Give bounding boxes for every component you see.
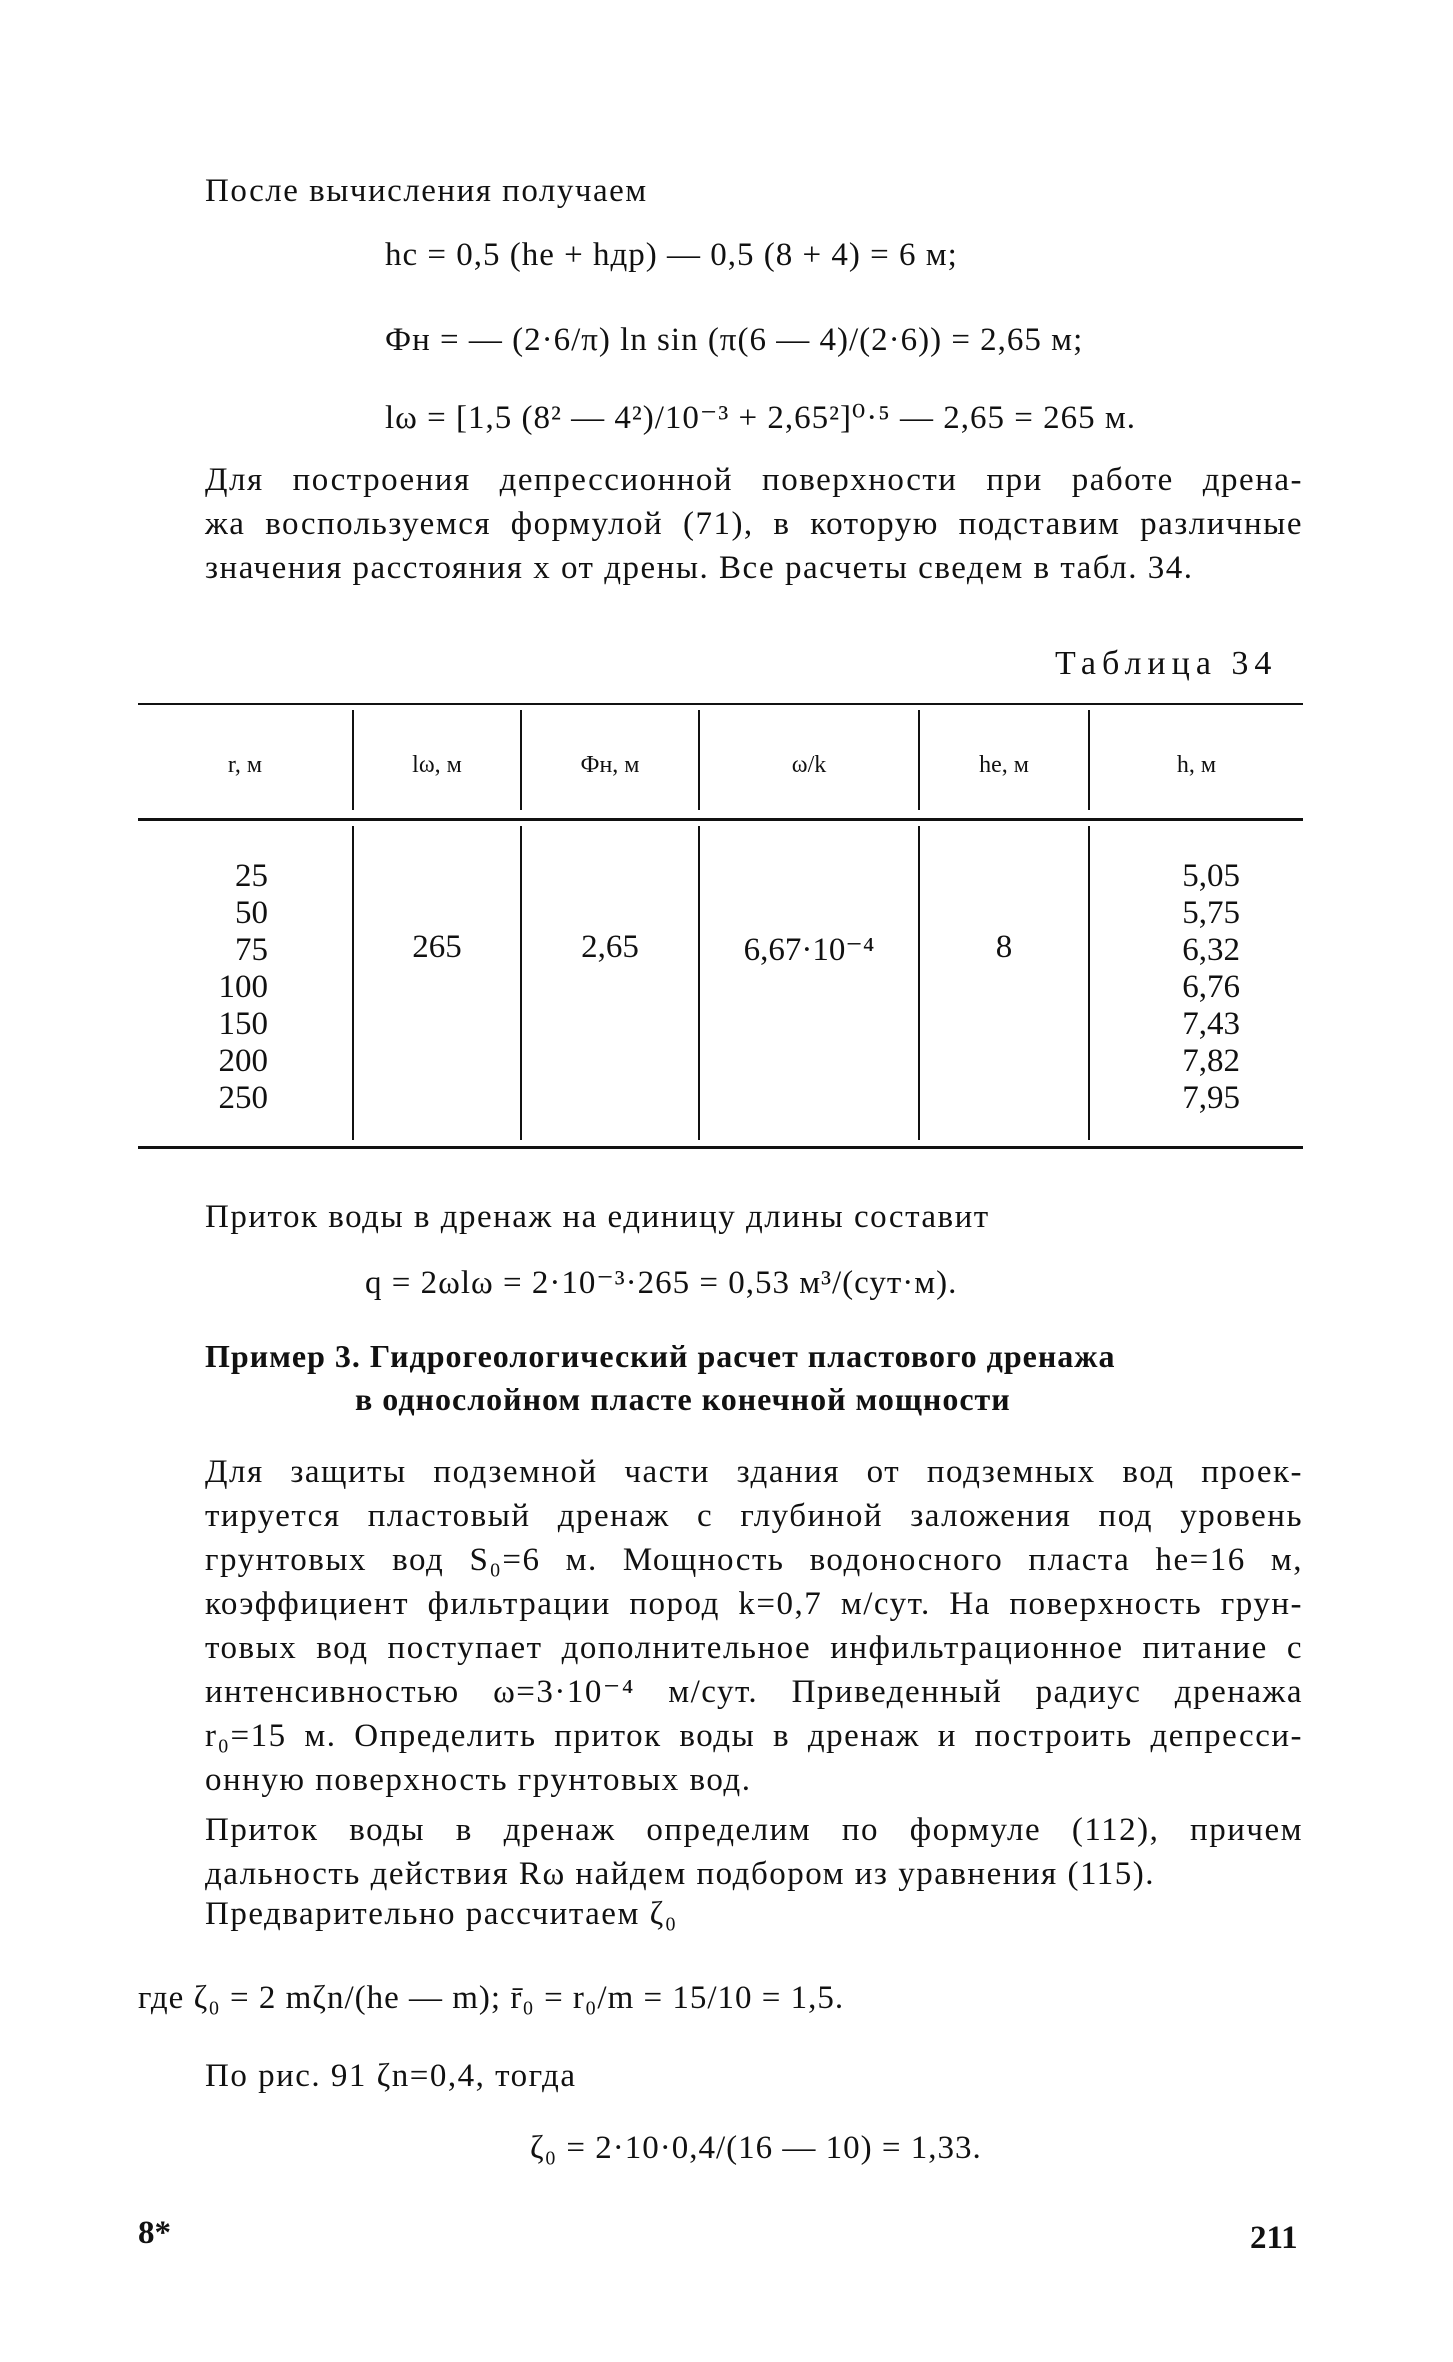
column-divider (352, 826, 354, 1140)
r-column (200, 858, 268, 1117)
inflow-formula: q = 2ωlω = 2·10⁻³·265 = 0,53 м³/(сут·м). (365, 1265, 958, 1301)
paragraph-line: онную поверхность грунтовых вод. (205, 1762, 752, 1798)
table-header-rule (138, 818, 1303, 821)
footer-signature: 8* (138, 2215, 171, 2251)
table-cell: 200 (218, 1043, 268, 1079)
paragraph-line: Для построения депрессионной поверхности при работе дрена- (205, 462, 1303, 498)
table-cell: 6,32 (1182, 932, 1240, 968)
formula-hc: hc = 0,5 (he + hдр) — 0,5 (8 + 4) = 6 м; (385, 237, 958, 273)
table-cell: 150 (218, 1006, 268, 1042)
intro-text: После вычисления получаем (205, 173, 648, 209)
table-cell: 100 (218, 969, 268, 1005)
table-top-rule (138, 703, 1303, 705)
column-divider (918, 826, 920, 1140)
final-formula: ζ₀ = 2·10·0,4/(16 — 10) = 1,33. (530, 2130, 982, 2166)
example-heading-line1: Пример 3. Гидрогеологический расчет пластового дренажа (205, 1338, 1116, 1374)
paragraph-line: товых вод поступает дополнительное инфильтрационное питание с (205, 1630, 1303, 1666)
h-column (1150, 858, 1240, 1117)
header-h: h, м (1176, 752, 1217, 778)
header-he: he, м (979, 752, 1029, 778)
column-divider (1088, 826, 1090, 1140)
column-divider (698, 826, 700, 1140)
table-cell: 6,76 (1182, 969, 1240, 1005)
cell-l-omega: 265 (412, 929, 462, 965)
table-cell: 75 (235, 932, 268, 968)
table-cell: 7,82 (1182, 1043, 1240, 1079)
paragraph-line: коэффициент фильтрации пород k=0,7 м/сут. На поверхность грун- (205, 1586, 1303, 1622)
table-cell: 5,05 (1182, 858, 1240, 894)
table-cell: 250 (218, 1080, 268, 1116)
page-number: 211 (1250, 2220, 1298, 2256)
paragraph-line: r₀=15 м. Определить приток воды в дренаж и построить депресси- (205, 1718, 1303, 1754)
table-cell: 5,75 (1182, 895, 1240, 931)
table-bottom-rule (138, 1146, 1303, 1149)
header-r: r, м (227, 752, 263, 778)
paragraph-line: жа воспользуемся формулой (71), в которую подставим различные (205, 506, 1303, 542)
inflow-text: Приток воды в дренаж на единицу длины составит (205, 1199, 990, 1235)
paragraph-line: грунтовых вод S₀=6 м. Мощность водоносного пласта he=16 м, (205, 1542, 1303, 1578)
paragraph-depression (205, 458, 1303, 590)
formula-l-omega: lω = [1,5 (8² — 4²)/10⁻³ + 2,65²]⁰·⁵ — 2,65 = 265 м. (385, 400, 1136, 436)
paragraph-line: значения расстояния x от дрены. Все расчеты сведем в табл. 34. (205, 550, 1194, 586)
figure-reference: По рис. 91 ζn=0,4, тогда (205, 2058, 577, 2094)
paragraph-method (205, 1808, 1303, 1896)
header-l-omega: lω, м (412, 752, 462, 778)
paragraph-line: интенсивностью ω=3·10⁻⁴ м/сут. Приведенный радиус дренажа (205, 1674, 1303, 1710)
paragraph-line: тируется пластовый дренаж с глубиной заложения под уровень (205, 1498, 1303, 1534)
table-caption: Таблица 34 (1055, 645, 1278, 682)
paragraph-problem (205, 1450, 1303, 1802)
paragraph-line: дальность действия Rω найдем подбором из уравнения (115). (205, 1856, 1155, 1892)
table-cell: 7,95 (1182, 1080, 1240, 1116)
header-phi-n: Фн, м (580, 752, 640, 778)
formula-phi-n: Фн = — (2·6/π) ln sin (π(6 — 4)/(2·6)) = 2,65 м; (385, 322, 1084, 358)
example-heading-line2: в однослойном пласте конечной мощности (355, 1381, 1011, 1417)
header-omega-k: ω/k (791, 752, 827, 778)
table-cell: 50 (235, 895, 268, 931)
table-cell: 25 (235, 858, 268, 894)
table-cell: 7,43 (1182, 1006, 1240, 1042)
cell-he: 8 (995, 929, 1013, 965)
cell-omega-k: 6,67·10⁻⁴ (743, 932, 875, 968)
column-divider (520, 826, 522, 1140)
cell-phi-n: 2,65 (581, 929, 639, 965)
pre-calc-text: Предварительно рассчитаем ζ₀ (205, 1896, 678, 1932)
where-formula: где ζ₀ = 2 mζn/(he — m); r̄₀ = r₀/m = 15/10 = 1,5. (138, 1980, 845, 2016)
paragraph-line: Приток воды в дренаж определим по формуле (112), причем (205, 1812, 1303, 1848)
paragraph-line: Для защиты подземной части здания от подземных вод проек- (205, 1454, 1303, 1490)
